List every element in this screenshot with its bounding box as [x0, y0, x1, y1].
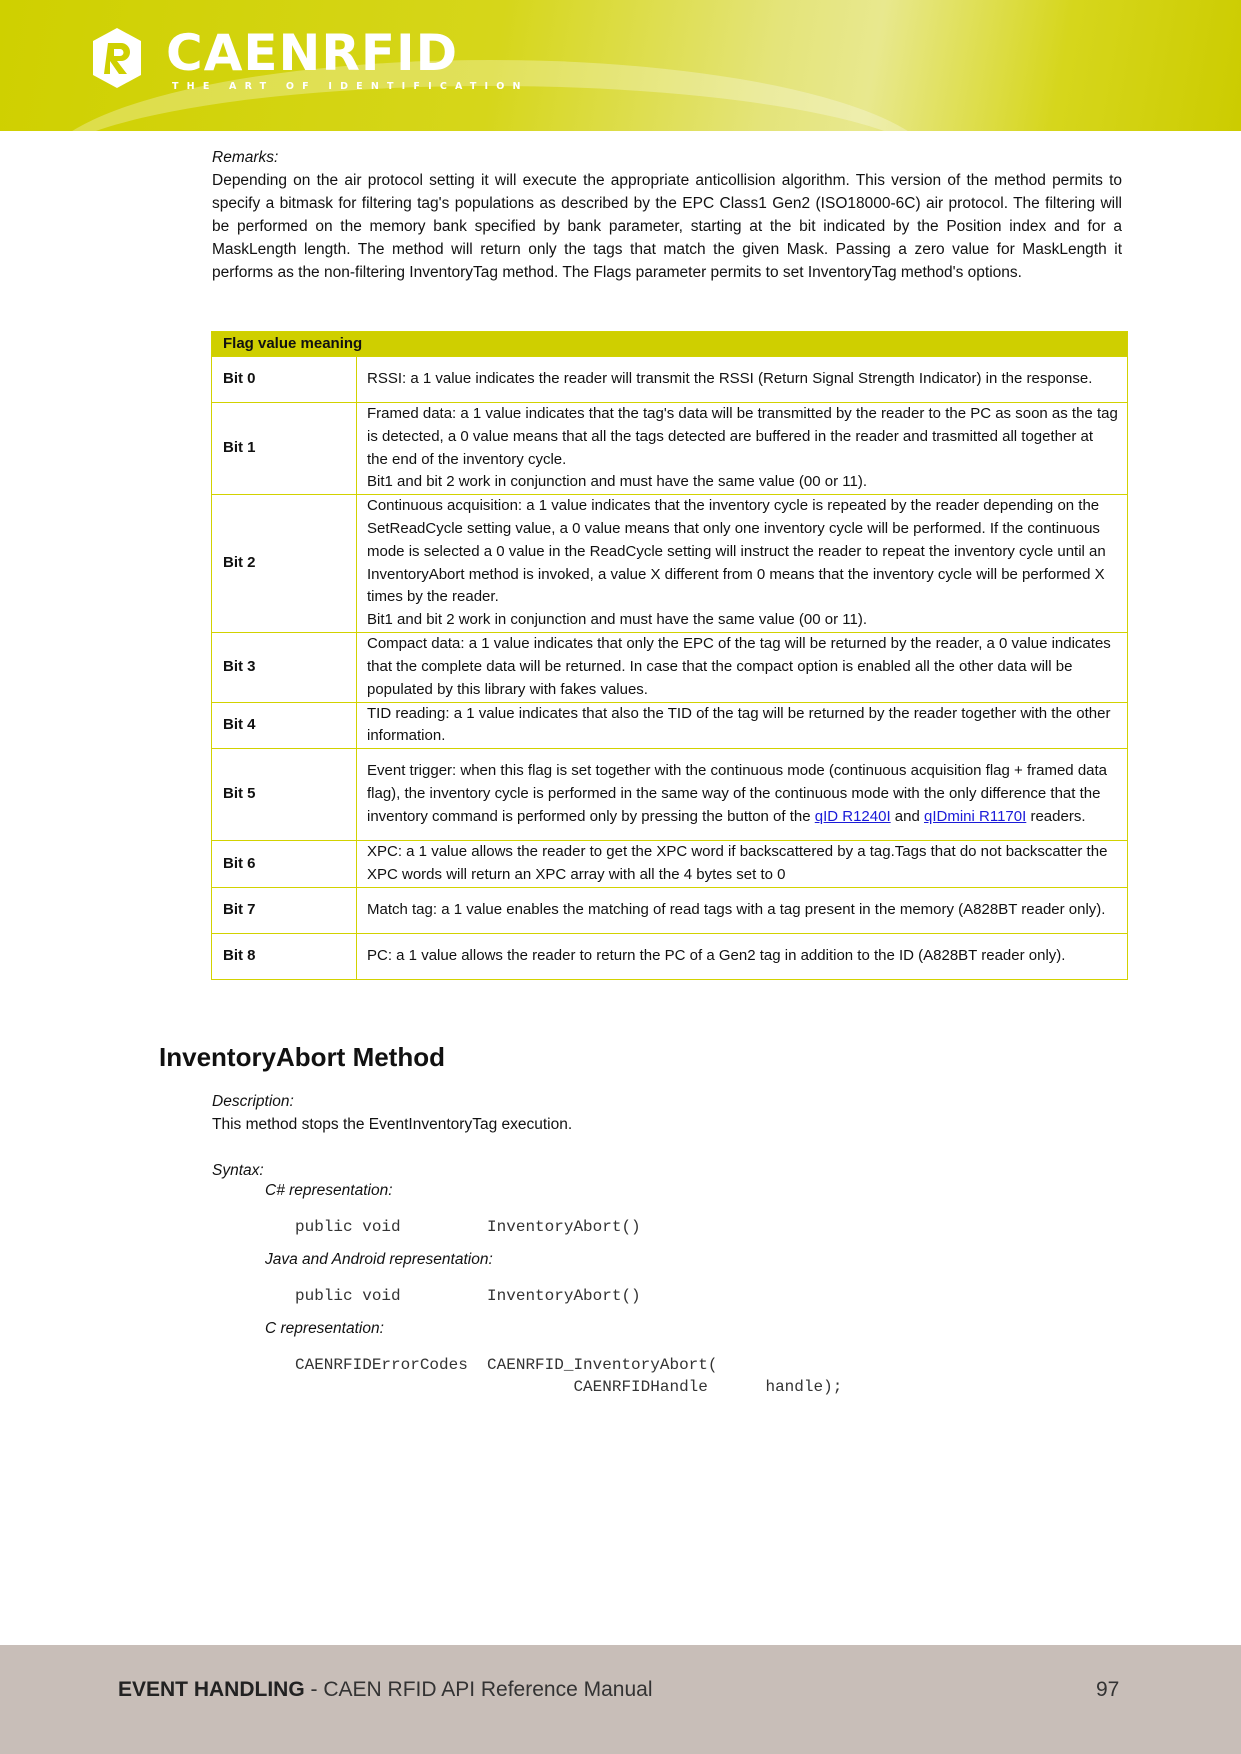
header-banner	[0, 0, 1241, 131]
table-row	[212, 841, 1128, 888]
bit-label: Bit 8	[212, 933, 357, 979]
java-code: public void InventoryAbort()	[295, 1287, 641, 1305]
bit-description-main: Framed data: a 1 value indicates that the tag's data will be transmitted by the reader to the PC as soon as the tag is detected, a 0 value means that all the tags detected are buffered in the reader and trasmitted all together at the end of the inventory cycle.	[367, 405, 1118, 468]
bit-description: PC: a 1 value allows the reader to return the PC of a Gen2 tag in addition to the ID (A828BT reader only).	[357, 933, 1128, 979]
table-row	[212, 495, 1128, 633]
table-row	[212, 933, 1128, 979]
bit-description: XPC: a 1 value allows the reader to get the XPC word if backscattered by a tag.Tags that do not backscatter the XPC words will return an XPC array with all the 4 bytes set to 0	[357, 841, 1128, 888]
table-row	[212, 357, 1128, 403]
section-title: InventoryAbort Method	[159, 1042, 445, 1072]
abort-description-block	[212, 1090, 1122, 1182]
csharp-label: C# representation:	[265, 1182, 393, 1199]
caenrfid-logo-icon	[90, 26, 144, 90]
flag-values-table	[211, 331, 1128, 980]
qid-r1240i-link[interactable]: qID R1240I	[814, 808, 891, 826]
qidmini-r1170i-link[interactable]: qIDmini R1170I	[924, 808, 1027, 826]
table-row	[212, 633, 1128, 702]
bit-description-end: readers.	[1026, 808, 1086, 826]
remarks-label: Remarks:	[212, 149, 279, 166]
logo-tagline: THE ART OF IDENTIFICATION	[172, 81, 529, 92]
bit-description: RSSI: a 1 value indicates the reader will transmit the RSSI (Return Signal Strength Indicator) in the response.	[357, 357, 1128, 403]
bit-description	[357, 749, 1128, 841]
footer-section: EVENT HANDLING	[118, 1678, 305, 1701]
bit-description: Compact data: a 1 value indicates that only the EPC of the tag will be returned by the reader, a 0 value indicates that the complete data will be returned. In case that the compact option is enabled all the other data will be populated by this library with fakes values.	[357, 633, 1128, 702]
table-header-row	[212, 332, 1128, 357]
c-code-line-2: CAENRFIDHandle handle);	[295, 1378, 843, 1396]
bit-label: Bit 2	[212, 495, 357, 633]
footer-manual-title: - CAEN RFID API Reference Manual	[304, 1678, 653, 1701]
table-row	[212, 887, 1128, 933]
bit-description	[357, 495, 1128, 633]
bit-description	[357, 403, 1128, 495]
bit-label: Bit 6	[212, 841, 357, 888]
table-row	[212, 749, 1128, 841]
table-header: Flag value meaning	[212, 332, 1128, 357]
description-label: Description:	[212, 1093, 294, 1110]
bit-label: Bit 1	[212, 403, 357, 495]
c-label: C representation:	[265, 1320, 384, 1337]
bit-description-note: Bit1 and bit 2 work in conjunction and must have the same value (00 or 11).	[367, 611, 868, 629]
bit-label: Bit 3	[212, 633, 357, 702]
bit-description-main: Continuous acquisition: a 1 value indicates that the inventory cycle is repeated by the reader depending on the SetReadCycle setting value, a 0 value means that only one inventory cycle will be performed. If the continuous mode is selected a 0 value in the ReadCycle setting will instruct the reader to repeat the inventory cycle until an InventoryAbort method is invoked, a value X different from 0 means that the inventory cycle will be performed X times by the reader.	[367, 497, 1106, 606]
bit-label: Bit 7	[212, 887, 357, 933]
table-row	[212, 702, 1128, 749]
java-label: Java and Android representation:	[265, 1251, 493, 1268]
footer-title	[118, 1678, 652, 1702]
syntax-label: Syntax:	[212, 1162, 264, 1179]
bit-description: TID reading: a 1 value indicates that also the TID of the tag will be returned by the reader together with the other information.	[357, 702, 1128, 749]
remarks-block	[212, 146, 1122, 284]
bit-description-note: Bit1 and bit 2 work in conjunction and must have the same value (00 or 11).	[367, 473, 868, 491]
table-row	[212, 403, 1128, 495]
logo-text: CAENRFID	[166, 24, 459, 82]
bit-label: Bit 0	[212, 357, 357, 403]
bit-label: Bit 4	[212, 702, 357, 749]
remarks-text: Depending on the air protocol setting it will execute the appropriate anticollision algorithm. This version of the method permits to specify a bitmask for filtering tag's populations as described by the EPC Class1 Gen2 (ISO18000-6C) air protocol. The filtering will be performed on the memory bank specified by bank parameter, starting at the bit indicated by the Position index and for a MaskLength length. The method will return only the tags that match the given Mask. Passing a zero value for MaskLength it performs as the non-filtering InventoryTag method. The Flags parameter permits to set InventoryTag method's options.	[212, 172, 1122, 281]
bit-description: Match tag: a 1 value enables the matching of read tags with a tag present in the memory (A828BT reader only).	[357, 887, 1128, 933]
description-text: This method stops the EventInventoryTag execution.	[212, 1116, 573, 1133]
page-number: 97	[1096, 1678, 1120, 1701]
c-code-line-1: CAENRFIDErrorCodes CAENRFID_InventoryAbort(	[295, 1356, 718, 1374]
csharp-code: public void InventoryAbort()	[295, 1218, 641, 1236]
conjunction-text: and	[890, 808, 925, 826]
bit-label: Bit 5	[212, 749, 357, 841]
bit-description-text: Event trigger: when this flag is set together with the continuous mode (continuous acquisition flag + framed data flag), the inventory cycle is performed in the same way of the continuous mode with the only difference that the inventory command is performed only by pressing the button of the	[367, 762, 1108, 826]
